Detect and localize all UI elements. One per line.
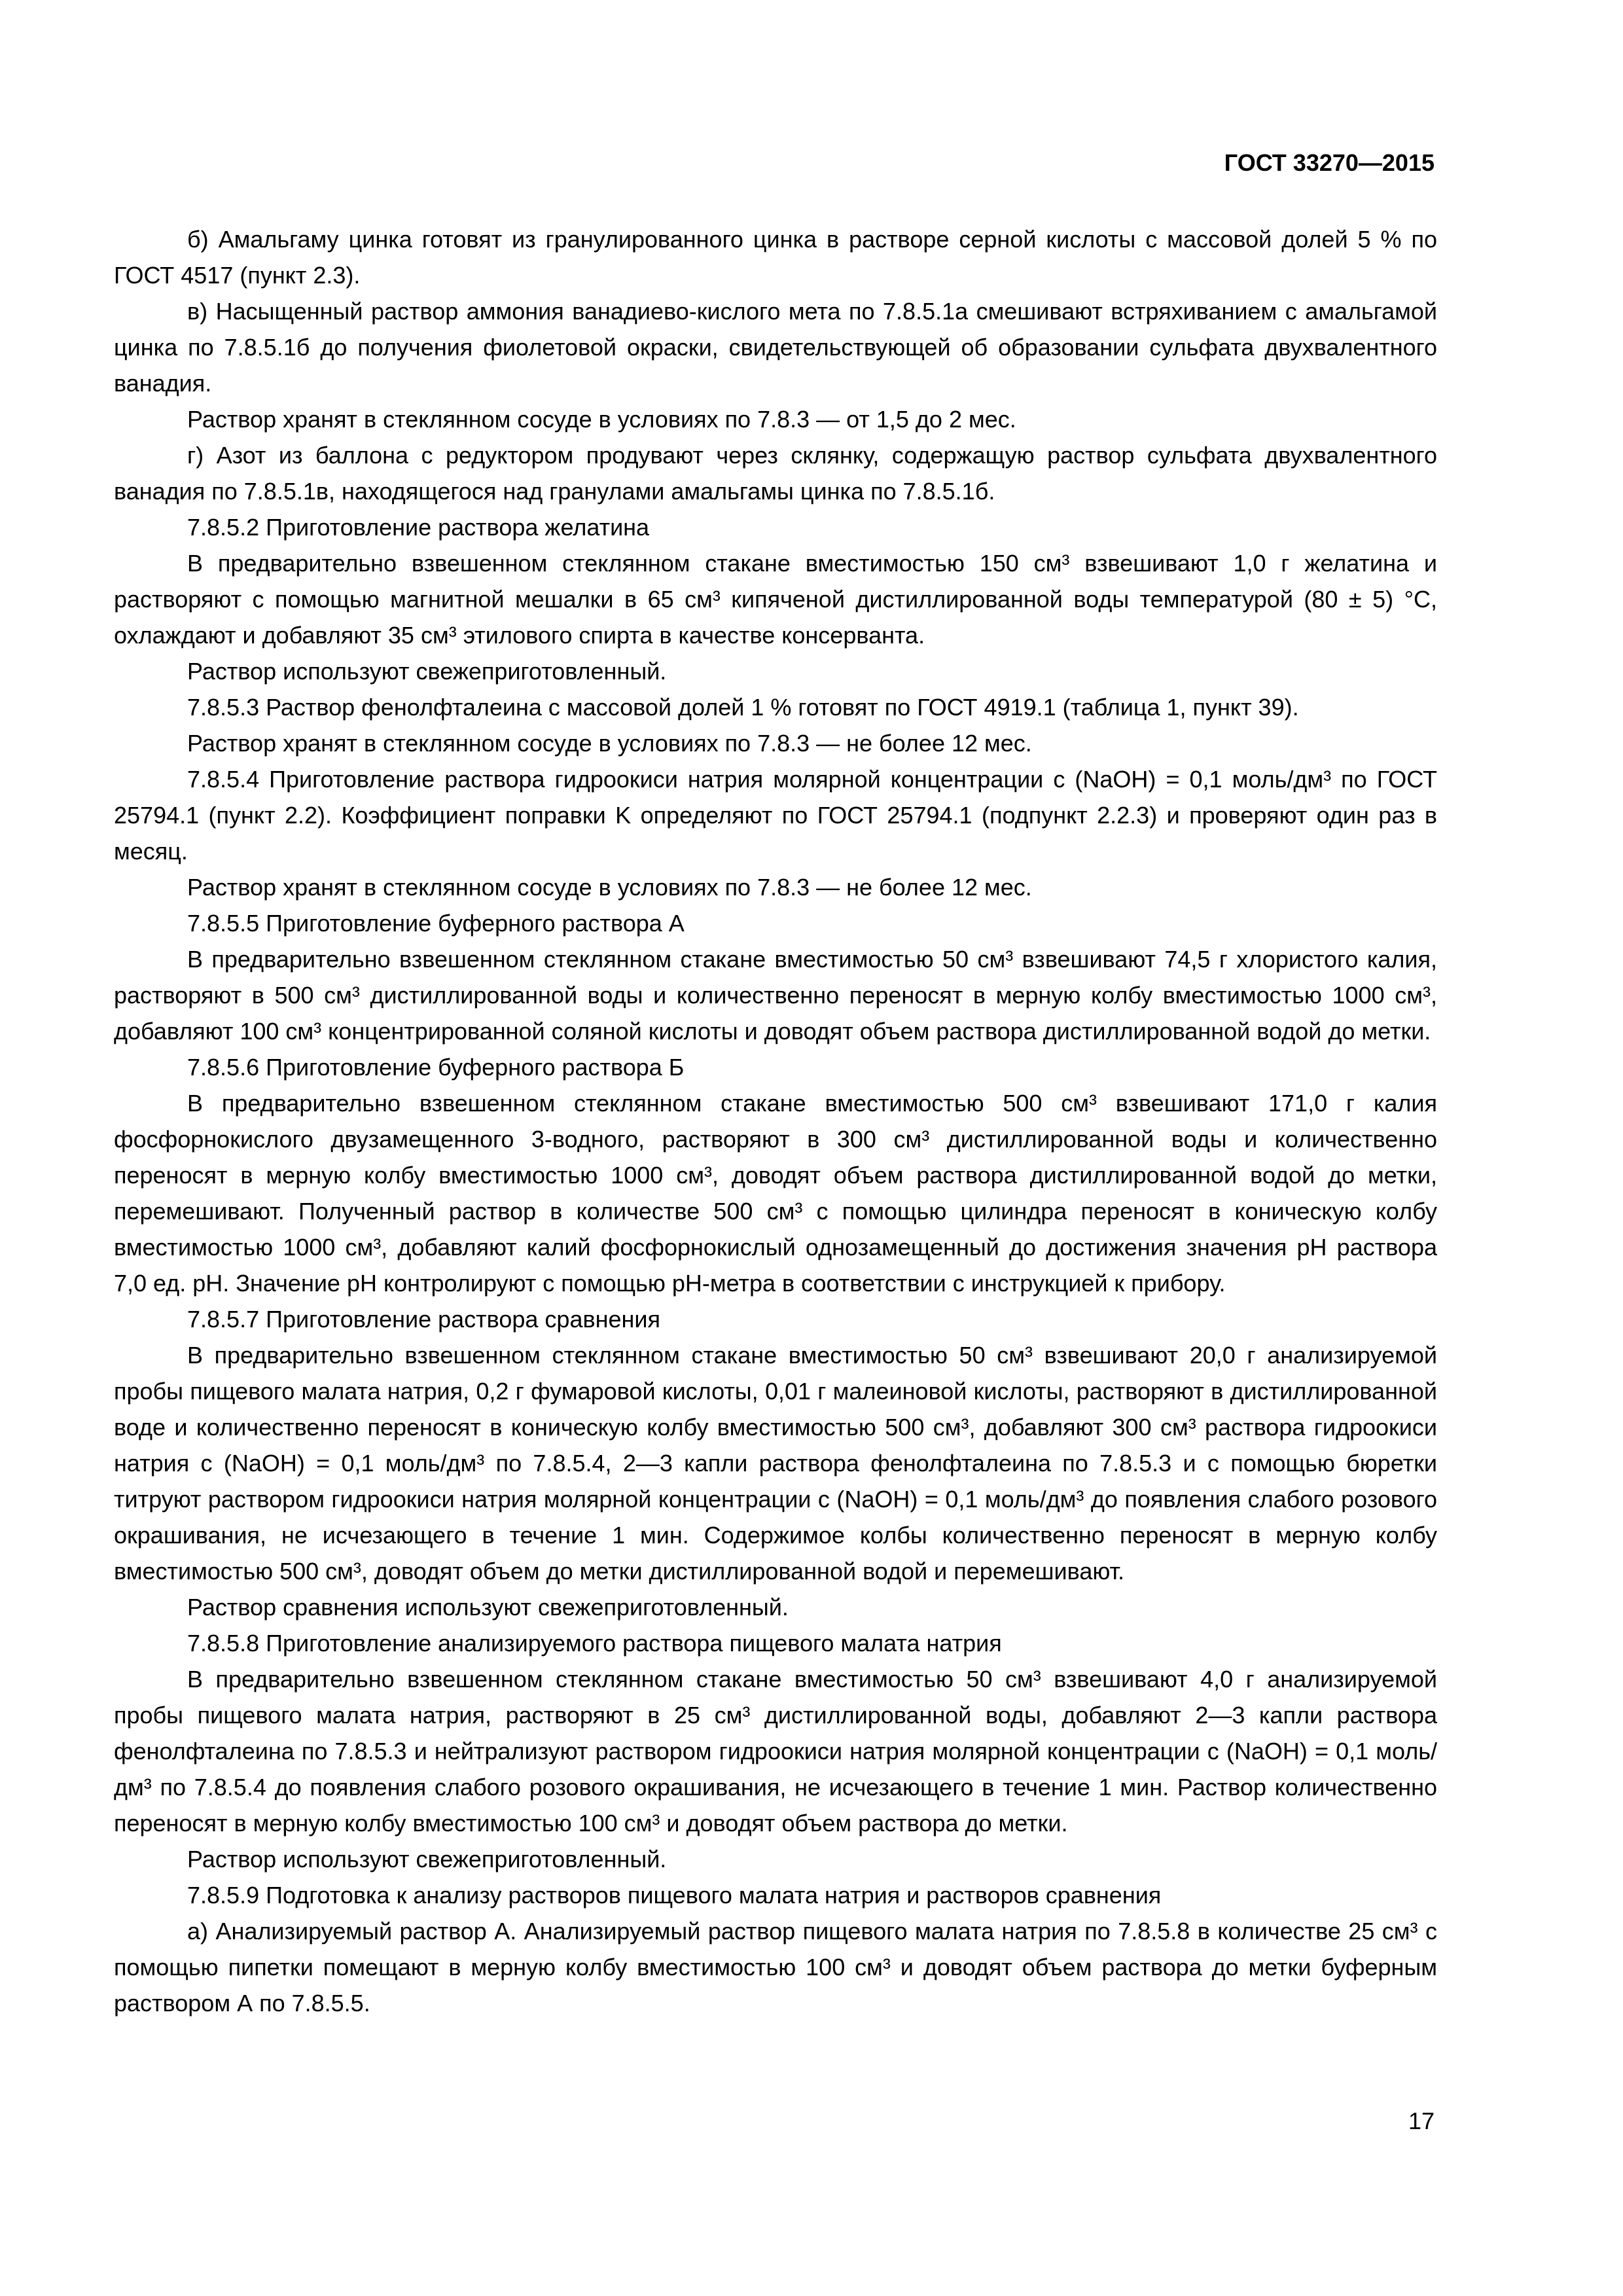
paragraph: б) Амальгаму цинка готовят из гранулированного цинка в растворе серной кислоты с массовой долей 5 % по ГОСТ 4517 (пункт 2.3). <box>114 226 1437 289</box>
paragraph: Раствор используют свежеприготовленный. <box>187 658 667 685</box>
paragraph: В предварительно взвешенном стеклянном стакане вместимостью 50 см³ взвешивают 4,0 г анализируемой пробы пищевого малата натрия, растворяют в 25 см³ дистиллированной воды, добавляют 2—3 капли раствора фенолфталеина по 7.8.5.3 и нейтрализуют раствором гидроокиси натрия молярной концентрации c (NaOH) = 0,1 моль/дм³ по 7.8.5.4 до появления слабого розового окрашивания, не исчезающего в течение 1 мин. Раствор количественно переносят в мерную колбу вместимостью 100 см³ и доводят объем раствора до метки. <box>114 1666 1437 1837</box>
paragraph: Раствор используют свежеприготовленный. <box>187 1846 667 1873</box>
section-heading: 7.8.5.6 Приготовление буферного раствора Б <box>187 1054 685 1081</box>
page-number: 17 <box>1408 2108 1435 2134</box>
section-heading: 7.8.5.9 Подготовка к анализу растворов пищевого малата натрия и растворов сравнения <box>187 1882 1162 1909</box>
section-heading: 7.8.5.7 Приготовление раствора сравнения <box>187 1306 660 1333</box>
document-code-header: ГОСТ 33270—2015 <box>1224 149 1435 176</box>
paragraph: г) Азот из баллона с редуктором продувают через склянку, содержащую раствор сульфата двухвалентного ванадия по 7.8.5.1в, находящегося над гранулами амальгамы цинка по 7.8.5.1б. <box>114 442 1437 505</box>
paragraph: В предварительно взвешенном стеклянном стакане вместимостью 500 см³ взвешивают 171,0 г калия фосфорнокислого двузамещенного 3-водного, растворяют в 300 см³ дистиллированной воды и количественно переносят в мерную колбу вместимостью 1000 см³, доводят объем раствора дистиллированной водой до метки, перемешивают. Полученный раствор в количестве 500 см³ с помощью цилиндра переносят в коническую колбу вместимостью 1000 см³, добавляют калий фосфорнокислый однозамещенный до достижения значения pH раствора 7,0 ед. pH. Значение pH контролируют с помощью pH-метра в соответствии с инструкцией к прибору. <box>114 1090 1437 1297</box>
paragraph: а) Анализируемый раствор А. Анализируемый раствор пищевого малата натрия по 7.8.5.8 в количестве 25 см³ с помощью пипетки помещают в мерную колбу вместимостью 100 см³ и доводят объем раствора до метки буферным раствором А по 7.8.5.5. <box>114 1918 1437 2017</box>
section-heading: 7.8.5.3 Раствор фенолфталеина с массовой долей 1 % готовят по ГОСТ 4919.1 (таблица 1, пункт 39). <box>187 694 1299 721</box>
section-heading: 7.8.5.2 Приготовление раствора желатина <box>187 514 650 541</box>
paragraph: Раствор сравнения используют свежеприготовленный. <box>187 1594 789 1621</box>
paragraph: Раствор хранят в стеклянном сосуде в условиях по 7.8.3 — не более 12 мес. <box>187 730 1032 757</box>
paragraph: Раствор хранят в стеклянном сосуде в условиях по 7.8.3 — от 1,5 до 2 мес. <box>187 406 1016 433</box>
section-heading: 7.8.5.5 Приготовление буферного раствора А <box>187 910 685 937</box>
paragraph: В предварительно взвешенном стеклянном стакане вместимостью 50 см³ взвешивают 20,0 г анализируемой пробы пищевого малата натрия, 0,2 г фумаровой кислоты, 0,01 г малеиновой кислоты, растворяют в дистиллированной воде и количественно переносят в коническую колбу вместимостью 500 см³, добавляют 300 см³ раствора гидроокиси натрия c (NaOH) = 0,1 моль/дм³ по 7.8.5.4, 2—3 капли раствора фенолфталеина по 7.8.5.3 и с помощью бюретки титруют раствором гидроокиси натрия молярной концентрации c (NaOH) = 0,1 моль/дм³ до появления слабого розового окрашивания, не исчезающего в течение 1 мин. Содержимое колбы количественно переносят в мерную колбу вместимостью 500 см³, доводят объем до метки дистиллированной водой и перемешивают. <box>114 1342 1437 1585</box>
section-heading: 7.8.5.4 Приготовление раствора гидроокиси натрия молярной концентрации c (NaOH) = 0,1 моль/дм³ по ГОСТ 25794.1 (пункт 2.2). Коэффициент поправки K определяют по ГОСТ 25794.1 (подпункт 2.2.3) и проверяют один раз в месяц. <box>114 766 1437 865</box>
paragraph: Раствор хранят в стеклянном сосуде в условиях по 7.8.3 — не более 12 мес. <box>187 874 1032 901</box>
section-heading: 7.8.5.8 Приготовление анализируемого раствора пищевого малата натрия <box>187 1630 1002 1657</box>
paragraph: в) Насыщенный раствор аммония ванадиево-кислого мета по 7.8.5.1а смешивают встряхиванием с амальгамой цинка по 7.8.5.1б до получения фиолетовой окраски, свидетельствующей об образовании сульфата двухвалентного ванадия. <box>114 298 1437 397</box>
paragraph: В предварительно взвешенном стеклянном стакане вместимостью 50 см³ взвешивают 74,5 г хлористого калия, растворяют в 500 см³ дистиллированной воды и количественно переносят в мерную колбу вместимостью 1000 см³, добавляют 100 см³ концентрированной соляной кислоты и доводят объем раствора дистиллированной водой до метки. <box>114 946 1437 1045</box>
paragraph: В предварительно взвешенном стеклянном стакане вместимостью 150 см³ взвешивают 1,0 г желатина и растворяют с помощью магнитной мешалки в 65 см³ кипяченой дистиллированной воды температурой (80 ± 5) °C, охлаждают и добавляют 35 см³ этилового спирта в качестве консерванта. <box>114 550 1437 649</box>
document-body <box>114 221 1437 2021</box>
